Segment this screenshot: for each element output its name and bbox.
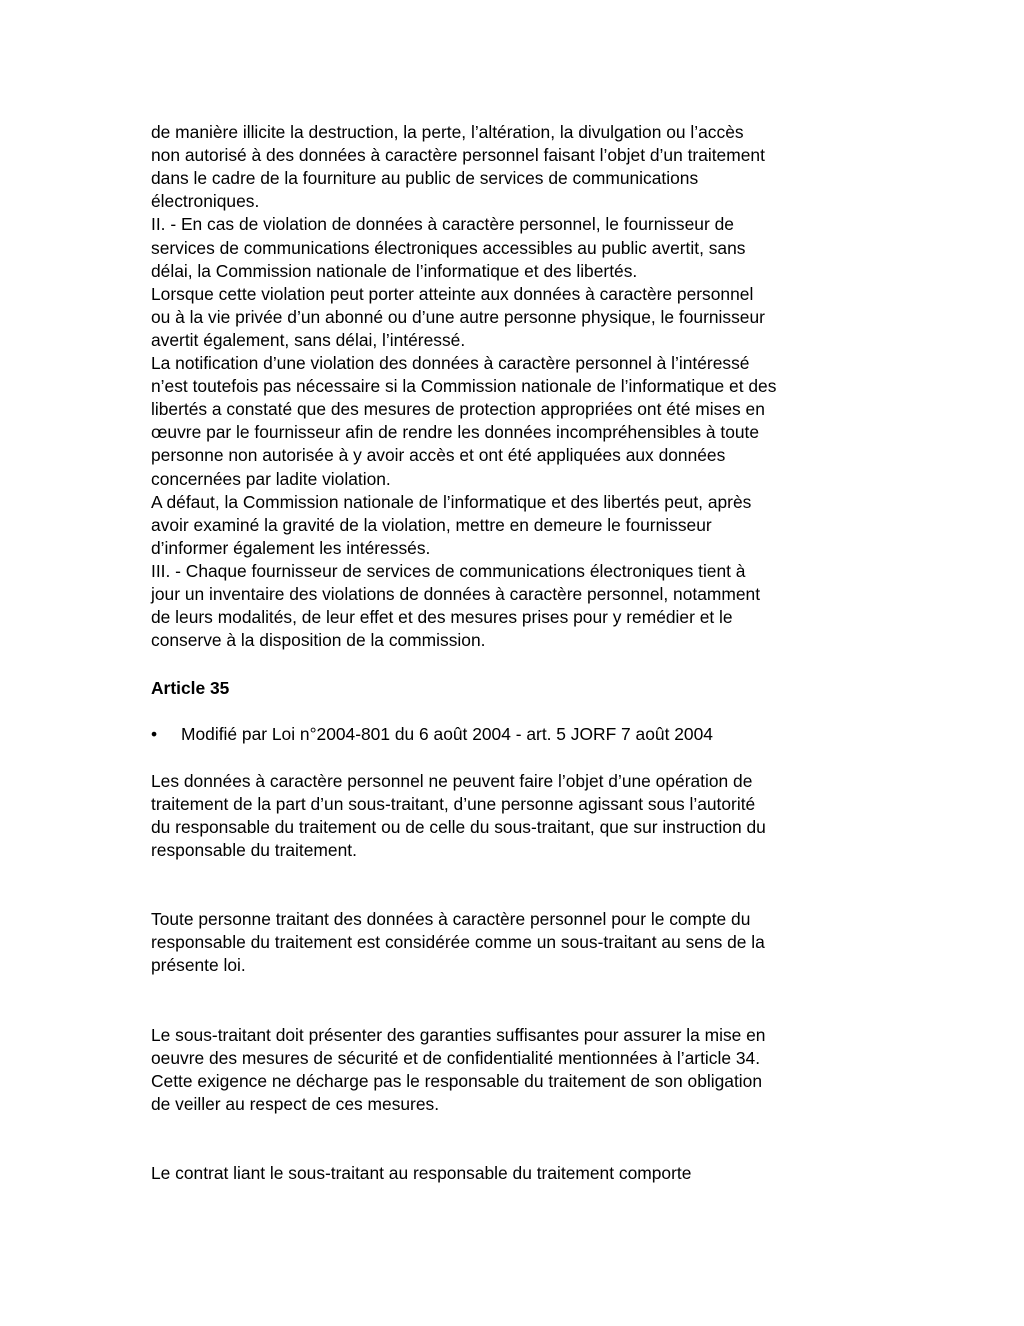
- bullet-symbol: •: [151, 724, 158, 744]
- text-line: électroniques.: [151, 191, 260, 212]
- text-line: personne non autorisée à y avoir accès et ont été appliquées aux données: [151, 445, 726, 466]
- text-line: de manière illicite la destruction, la perte, l’altération, la divulgation ou l’accès: [151, 122, 744, 142]
- text-line: Le sous-traitant doit présenter des garanties suffisantes pour assurer la mise en: [151, 1025, 766, 1045]
- text-line: responsable du traitement est considérée comme un sous-traitant au sens de la: [151, 932, 765, 953]
- text-line: présente loi.: [151, 955, 246, 976]
- text-line: dans le cadre de la fourniture au public de services de communications: [151, 168, 699, 189]
- text-line: œuvre par le fournisseur afin de rendre les données incompréhensibles à toute: [151, 422, 760, 443]
- text-line: non autorisé à des données à caractère personnel faisant l’objet d’un traitement: [151, 145, 765, 166]
- text-line: Cette exigence ne décharge pas le responsable du traitement de son obligation: [151, 1071, 763, 1092]
- text-line: II. - En cas de violation de données à caractère personnel, le fournisseur de: [151, 214, 734, 235]
- text-line: Le contrat liant le sous-traitant au responsable du traitement comporte: [151, 1163, 692, 1183]
- text-line: A défaut, la Commission nationale de l’informatique et des libertés peut, après: [151, 491, 752, 512]
- text-line: Les données à caractère personnel ne peuvent faire l’objet d’une opération de: [151, 771, 753, 791]
- text-line: du responsable du traitement ou de celle du sous-traitant, que sur instruction du: [151, 817, 766, 838]
- text-line: avoir examiné la gravité de la violation, mettre en demeure le fournisseur: [151, 514, 712, 535]
- text-line: ou à la vie privée d’un abonné ou d’une autre personne physique, le fournisseur: [151, 306, 765, 327]
- text-line: avertit également, sans délai, l’intéressé.: [151, 329, 466, 350]
- text-line: n’est toutefois pas nécessaire si la Commission nationale de l’informatique et des: [151, 376, 777, 397]
- bullet-text: Modifié par Loi n°2004-801 du 6 août 2004 - art. 5 JORF 7 août 2004: [181, 724, 713, 744]
- text-line: de leurs modalités, de leur effet et des mesures prises pour y remédier et le: [151, 607, 733, 628]
- text-line: conserve à la disposition de la commission.: [151, 630, 486, 651]
- text-line: Toute personne traitant des données à caractère personnel pour le compte du: [151, 909, 751, 929]
- text-line: responsable du traitement.: [151, 840, 357, 861]
- text-line: jour un inventaire des violations de données à caractère personnel, notamment: [151, 584, 761, 604]
- text-line: Lorsque cette violation peut porter atteinte aux données à caractère personnel: [151, 283, 754, 304]
- text-line: de veiller au respect de ces mesures.: [151, 1094, 440, 1115]
- text-line: concernées par ladite violation.: [151, 468, 391, 489]
- article-heading: Article 35: [151, 678, 230, 698]
- text-line: délai, la Commission nationale de l’informatique et des libertés.: [151, 260, 638, 281]
- text-line: libertés a constaté que des mesures de protection appropriées ont été mises en: [151, 399, 765, 420]
- bullet-item: [151, 723, 713, 746]
- text-line: La notification d’une violation des données à caractère personnel à l’intéressé: [151, 353, 750, 373]
- text-line: traitement de la part d’un sous-traitant, d’une personne agissant sous l’autorité: [151, 794, 756, 815]
- text-line: d’informer également les intéressés.: [151, 537, 431, 558]
- text-line: oeuvre des mesures de sécurité et de confidentialité mentionnées à l’article 34.: [151, 1048, 761, 1069]
- text-line: services de communications électroniques accessibles au public avertit, sans: [151, 237, 746, 258]
- text-line: III. - Chaque fournisseur de services de communications électroniques tient à: [151, 560, 746, 581]
